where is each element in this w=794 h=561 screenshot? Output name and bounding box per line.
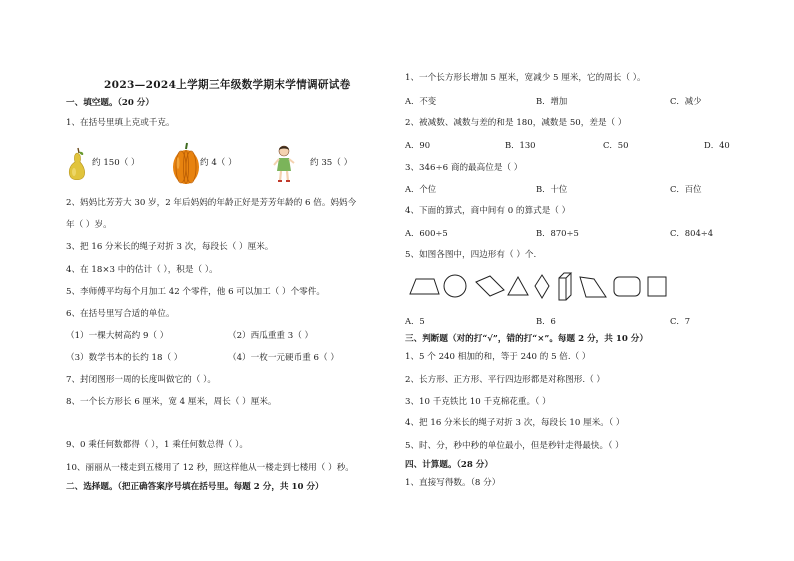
choice-4-option-c: C．804÷4 [670,228,714,238]
quadrilateral-icon [580,277,606,297]
choice-2: 2、被减数、减数与差的和是 180，减数是 50，差是（ ） [405,118,627,128]
choice-5-option-c: C．7 [670,316,691,326]
choice-2-option-a: A．90 [405,140,431,150]
square-icon [648,277,666,296]
triangle-icon [508,277,528,295]
section-heading-judge: 三、判断题（对的打“√”，错的打“×”。每题 2 分，共 10 分） [405,334,648,344]
choice-4-option-a: A．600÷5 [405,228,448,238]
choice-1-option-b: B．增加 [536,96,568,106]
question-2-line-1: 2、妈妈比芳芳大 30 岁，2 年后妈妈的年龄正好是芳芳年龄的 6 倍。妈妈今 [66,198,357,208]
question-6: 6、在括号里写合适的单位。 [66,309,175,319]
shapes-row [408,270,690,304]
pear-icon [66,146,88,182]
question-8: 8、一个长方形长 6 厘米，宽 4 厘米，周长（ ）厘米。 [66,397,277,407]
question-1: 1、在括号里填上克或千克。 [66,118,175,128]
question-2-line-2: 年（ ）岁。 [66,220,112,230]
rounded-rectangle-icon [614,277,640,296]
pumpkin-icon [172,141,200,185]
question-6-item-1: （1）一棵大树高约 9（ ） [66,331,169,341]
choice-5-option-b: B．6 [536,316,556,326]
choice-3: 3、346÷6 商的最高位是（ ） [405,163,523,173]
section-heading-calc: 四、计算题。（28 分） [405,460,493,470]
choice-3-option-b: B．十位 [536,184,568,194]
rhombus-icon [535,275,549,298]
question-6-item-4: （4）一枚一元硬币重 6（ ） [228,353,339,363]
choice-5: 5、如图各图中，四边形有（ ）个. [405,250,537,260]
pumpkin-weight: 约 4（ ） [200,158,237,168]
question-3: 3、把 16 分米长的绳子对折 3 次，每段长（ ）厘米。 [66,242,274,252]
section-heading-choice: 二、选择题。（把正确答案序号填在括号里。每题 2 分，共 10 分） [66,482,324,492]
judge-4: 4、把 16 分米长的绳子对折 3 次，每段长 10 厘米。（ ） [405,418,625,428]
choice-1-option-c: C．减少 [670,96,702,106]
parallelogram-icon [476,276,504,296]
judge-2: 2、长方形、正方形、平行四边形都是对称图形.（ ） [405,375,605,385]
question-7: 7、封闭图形一周的长度叫做它的（ ）。 [66,375,216,385]
question-5: 5、李师傅平均每个月加工 42 个零件，他 6 可以加工（ ）个零件。 [66,287,325,297]
choice-2-option-d: D．40 [704,140,730,150]
question-4: 4、在 18×3 中的估计（ ），积是（ ）。 [66,265,218,275]
judge-1: 1、5 个 240 相加的和，等于 240 的 5 倍.（ ） [405,352,591,362]
choice-3-option-a: A．个位 [405,184,437,194]
cuboid-icon [559,273,571,300]
question-10: 10、丽丽从一楼走到五楼用了 12 秒，照这样他从一楼走到七楼用（ ）秒。 [66,463,354,473]
choice-1: 1、一个长方形长增加 5 厘米，宽减少 5 厘米，它的周长（ ）。 [405,73,646,83]
choice-4-option-b: B．870÷5 [536,228,579,238]
choice-5-option-a: A．5 [405,316,425,326]
judge-3: 3、10 千克铁比 10 千克棉花重。（ ） [405,397,551,407]
page-title: 2023—2024上学期三年级数学期末学情调研试卷 [104,79,351,91]
child-icon [272,144,296,184]
question-6-item-3: （3）数学书本的长约 18（ ） [66,353,183,363]
choice-2-option-b: B．130 [505,140,536,150]
question-6-item-2: （2）西瓜重重 3（ ） [228,331,314,341]
pear-weight: 约 150（ ） [92,158,140,168]
choice-3-option-c: C．百位 [670,184,702,194]
calc-1: 1、直接写得数。（8 分） [405,478,501,488]
judge-5: 5、时、分，秒中秒的单位最小，但是秒针走得最快。（ ） [405,441,624,451]
circle-icon [444,275,466,297]
choice-2-option-c: C．50 [603,140,629,150]
trapezoid-icon [410,279,439,294]
choice-1-option-a: A．不变 [405,96,437,106]
question-9: 9、0 乘任何数都得（ ），1 乘任何数总得（ ）。 [66,440,249,450]
section-heading-fill-blank: 一、填空题。（20 分） [66,98,154,108]
child-weight: 约 35（ ） [310,158,353,168]
choice-4: 4、下面的算式，商中间有 0 的算式是（ ） [405,206,571,216]
